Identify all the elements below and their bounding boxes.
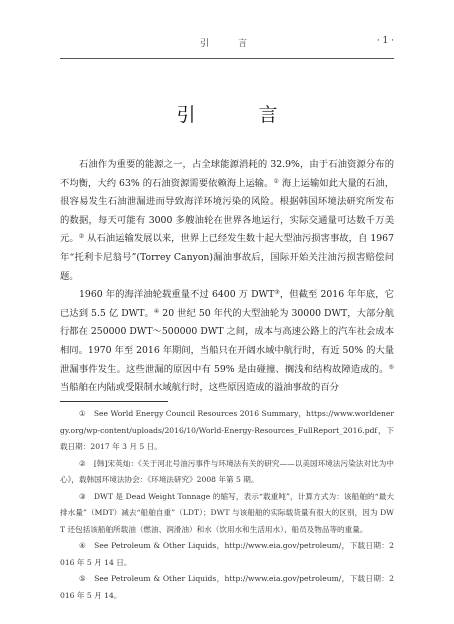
footnotes bbox=[60, 406, 394, 604]
body-text bbox=[60, 156, 394, 398]
footnote-text: See World Energy Council Resources 2016 Summary，https://www.worldenergy.org/wp-content/uploads/2016/10/World-Energy-Resources_FullReport_2016.pdf，下载日期：2017 年 3 月 5 日。 bbox=[60, 409, 394, 451]
footnote-text: See Petroleum & Other Liquids，http://www.eia.gov/petroleum/，下载日期：2016 年 5 月 14。 bbox=[60, 574, 394, 600]
footnote-text: DWT 是 Dead Weight Tonnage 的缩写，表示“载重吨”，计算方式为：该船舶的“最大排水量”（MDT）减去“船舶自重”（LDT）；DWT 与该船舶的实际载货量有很大的区别，因为 DWT 还包括该船舶所载油（燃油、润滑油）和水（饮用水和生活用水）、船员及物品等的重量。 bbox=[60, 491, 395, 534]
footnote-ref: ① bbox=[273, 177, 279, 185]
footnote bbox=[60, 489, 394, 539]
text-run: 石油作为重要的能源之一，占全球能源消耗的 32.9%，由于石油资源分布的不均衡，大约 63% 的石油资源需要依赖海上运输。 bbox=[60, 159, 394, 189]
header-divider bbox=[60, 58, 394, 59]
footnote-mark: ① bbox=[79, 409, 86, 418]
paragraph-1 bbox=[60, 156, 394, 286]
text-run: ，但截至 2016 年年底，它已达到 5.5 亿 DWT。 bbox=[60, 289, 394, 319]
footnote-mark: ③ bbox=[79, 491, 86, 501]
chapter-title: 引 言 bbox=[176, 104, 300, 126]
footnote-mark: ⑤ bbox=[79, 574, 87, 583]
footnote-divider bbox=[60, 401, 168, 402]
footnote-text: See Petroleum & Other Liquids，http://www.eia.gov/petroleum/，下载日期：2016 年 5 月 14 日。 bbox=[60, 541, 394, 567]
footnote-text: [韩]宋英灿：《关于河北号油污事件与环境法有关的研究——以美国环境法污染法对比为中心》，载韩国环境法协会：《环境法研究》2008 年第 5 期。 bbox=[60, 458, 394, 484]
footnote bbox=[60, 406, 394, 456]
footnote-ref: ③ bbox=[274, 289, 280, 297]
footnote-ref: ④ bbox=[153, 307, 160, 315]
running-header-title: 引 言 bbox=[200, 39, 258, 49]
footnote-ref: ⑤ bbox=[388, 363, 394, 371]
footnote-ref: ② bbox=[78, 233, 85, 241]
footnote-mark: ② bbox=[79, 458, 86, 468]
running-header bbox=[60, 36, 394, 50]
footnote bbox=[60, 571, 394, 604]
text-run: 20 世纪 50 年代的大型油轮为 30000 DWT，大部分航行都在 250000 DWT～500000 DWT 之间，成本与高速公路上的汽车社会成本相同。1970 年至 2016 年期间，当船只在开阔水域中航行时，有近 50% 的大量泄漏事件发生。这些泄漏的原因中有 59% 是由碰撞、搁浅和结构故障造成的。 bbox=[60, 307, 394, 375]
footnote bbox=[60, 538, 394, 571]
paragraph-2 bbox=[60, 286, 394, 398]
page-number: · 1 · bbox=[376, 36, 394, 46]
footnote-mark: ④ bbox=[79, 541, 87, 550]
footnote bbox=[60, 456, 394, 489]
text-run: 1960 年的海洋油轮载重量不过 6400 万 DWT bbox=[79, 289, 275, 301]
text-run: 当船舶在内陆或受限制水域航行时，这些原因造成的溢油事故的百分 bbox=[60, 382, 339, 394]
text-run: 海上运输如此大量的石油，很容易发生石油泄漏进而导致海洋环境污染的风险。根据韩国环境法研究所发布的数据，每天可能有 3000 多艘油轮在世界各地运行，实际交通量可达数千万美元。 bbox=[60, 177, 394, 245]
text-run: 从石油运输发展以来，世界上已经发生数十起大型油污损害事故，自 1967 年“托利卡尼翁号”(Torrey Canyon)漏油事故后，国际开始关注油污损害赔偿问题。 bbox=[60, 233, 394, 282]
